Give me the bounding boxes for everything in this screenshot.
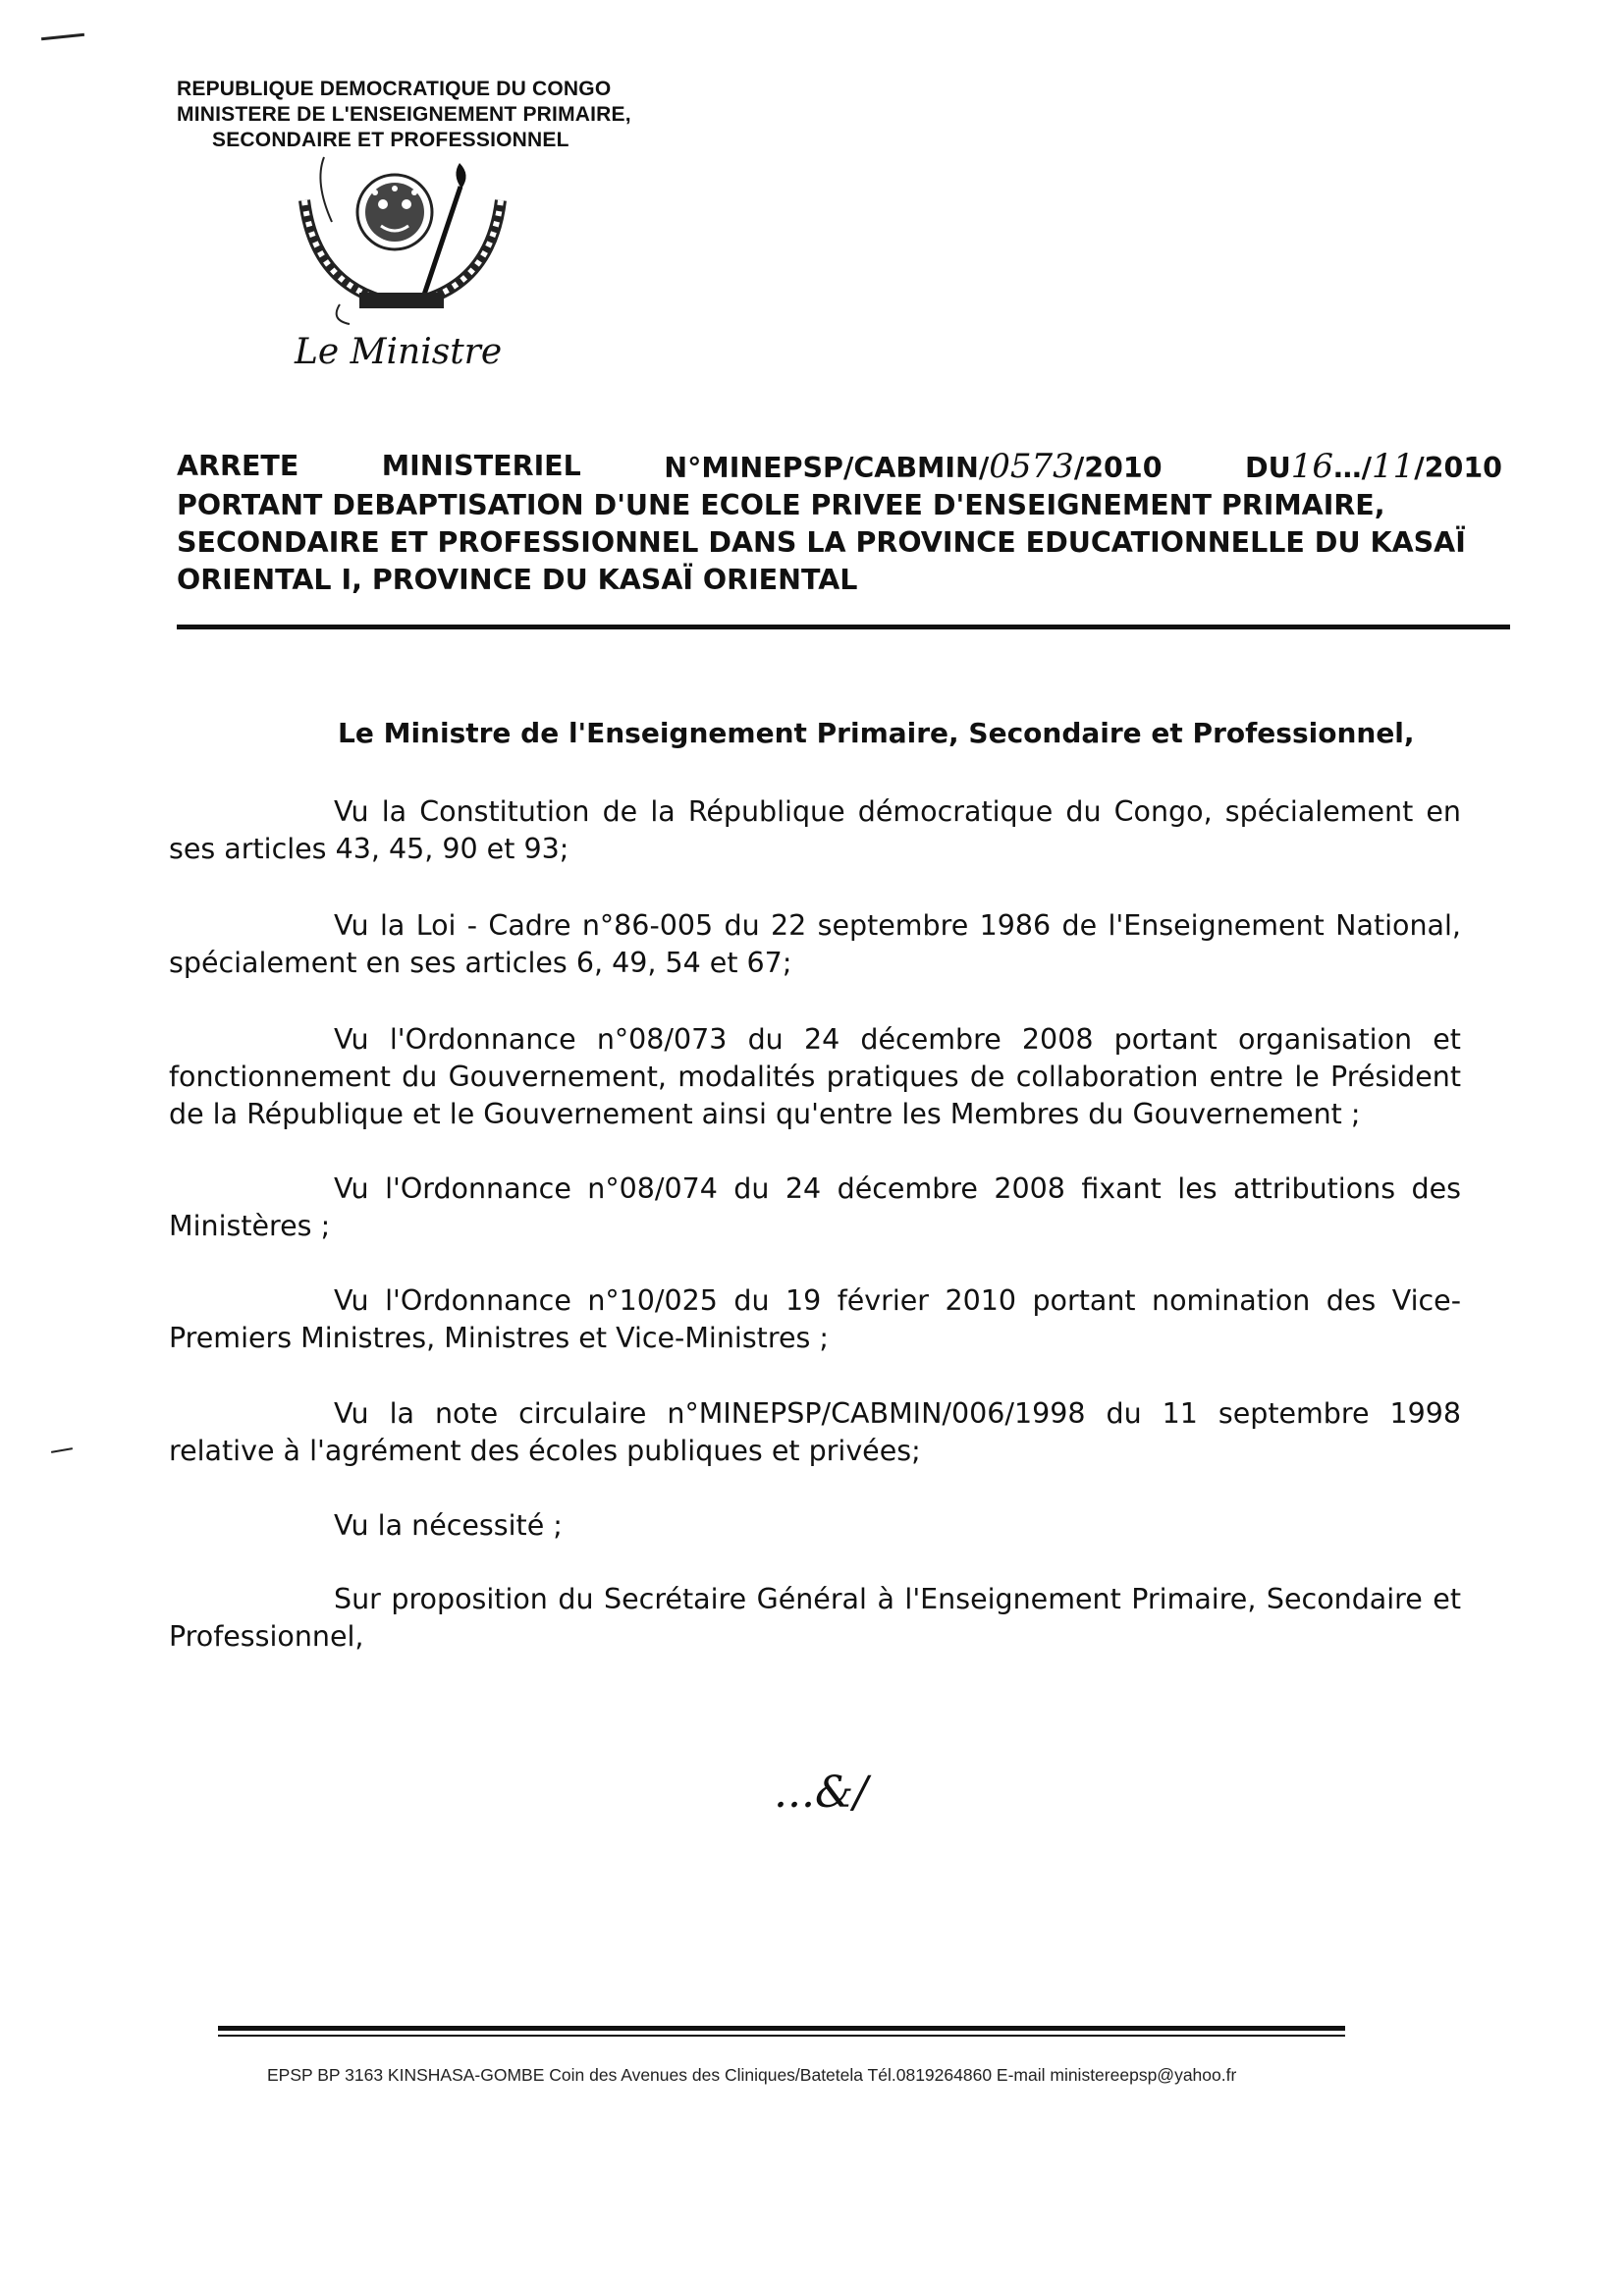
consideration-ordonnance-10-025: Vu l'Ordonnance n°10/025 du 19 février 2010 portant nomination des Vice-Premiers Ministres, Ministres et Vice-Ministres ; — [169, 1284, 1461, 1354]
title-date: DU16…/11/2010 — [1244, 447, 1502, 486]
scan-mark-top-left — [41, 33, 84, 41]
scan-mark-left-mid — [51, 1447, 73, 1453]
footer-contact: EPSP BP 3163 KINSHASA-GOMBE Coin des Avenues des Cliniques/Batetela Tél.0819264860 E-mail ministereepsp@yahoo.fr — [267, 2065, 1237, 2085]
consideration-ordonnance-08-074: Vu l'Ordonnance n°08/074 du 24 décembre 2008 fixant les attributions des Ministères ; — [169, 1172, 1461, 1242]
title-ref-year: /2010 — [1073, 452, 1163, 484]
decree-title — [177, 448, 1502, 599]
header-ministry-line1: MINISTERE DE L'ENSEIGNEMENT PRIMAIRE, — [177, 103, 631, 126]
title-month-handwritten: 11 — [1371, 447, 1415, 486]
title-ref-prefix: N°MINEPSP/CABMIN/ — [664, 452, 990, 484]
footer-rule-thick — [218, 2026, 1345, 2031]
page-continuation-initials: ...&/ — [774, 1768, 868, 1818]
title-divider — [177, 625, 1510, 629]
consideration-ordonnance-08-073: Vu l'Ordonnance n°08/073 du 24 décembre 2008 portant organisation et fonctionnement du Gouvernement, modalités pratiques de collaboration entre le Président de la République et le Gouvernement ainsi qu'entre les Membres du Gouvernement ; — [169, 1023, 1461, 1130]
title-reference — [664, 448, 1162, 487]
minister-heading: Le Ministre de l'Enseignement Primaire, Secondaire et Professionnel, — [338, 717, 1415, 749]
title-day-handwritten: 16 — [1290, 447, 1334, 486]
consideration-necessite: Vu la nécessité ; — [334, 1509, 563, 1542]
consideration-proposition: Sur proposition du Secrétaire Général à l'Enseignement Primaire, Secondaire et Professionnel, — [169, 1583, 1461, 1653]
signature-title: Le Ministre — [295, 332, 503, 372]
header-ministry-line2: SECONDAIRE ET PROFESSIONNEL — [212, 129, 569, 151]
title-ref-number-handwritten: 0573 — [989, 447, 1074, 486]
consideration-loi-cadre: Vu la Loi - Cadre n°86-005 du 22 septembre 1986 de l'Enseignement National, spécialement en ses articles 6, 49, 54 et 67; — [169, 909, 1461, 979]
title-word-ministeriel: MINISTERIEL — [381, 450, 581, 482]
title-word-arrete: ARRETE — [177, 450, 299, 482]
title-date-year: /2010 — [1414, 452, 1502, 484]
footer-rule-thin — [218, 2035, 1345, 2037]
decree-title-line4: ORIENTAL I, PROVINCE DU KASAÏ ORIENTAL — [177, 564, 858, 596]
decree-title-line1 — [177, 448, 1502, 487]
decree-title-line2: PORTANT DEBAPTISATION D'UNE ECOLE PRIVEE D'ENSEIGNEMENT PRIMAIRE, — [177, 489, 1385, 521]
consideration-constitution: Vu la Constitution de la République démocratique du Congo, spécialement en ses articles 43, 45, 90 et 93; — [169, 795, 1461, 865]
consideration-note-circulaire: Vu la note circulaire n°MINEPSP/CABMIN/006/1998 du 11 septembre 1998 relative à l'agrément des écoles publiques et privées; — [169, 1397, 1461, 1467]
title-du-label: DU — [1244, 452, 1291, 484]
decree-title-line3: SECONDAIRE ET PROFESSIONNEL DANS LA PROVINCE EDUCATIONNELLE DU KASAÏ — [177, 526, 1466, 559]
coat-of-arms-emblem — [285, 153, 520, 330]
header-country: REPUBLIQUE DEMOCRATIQUE DU CONGO — [177, 78, 612, 100]
